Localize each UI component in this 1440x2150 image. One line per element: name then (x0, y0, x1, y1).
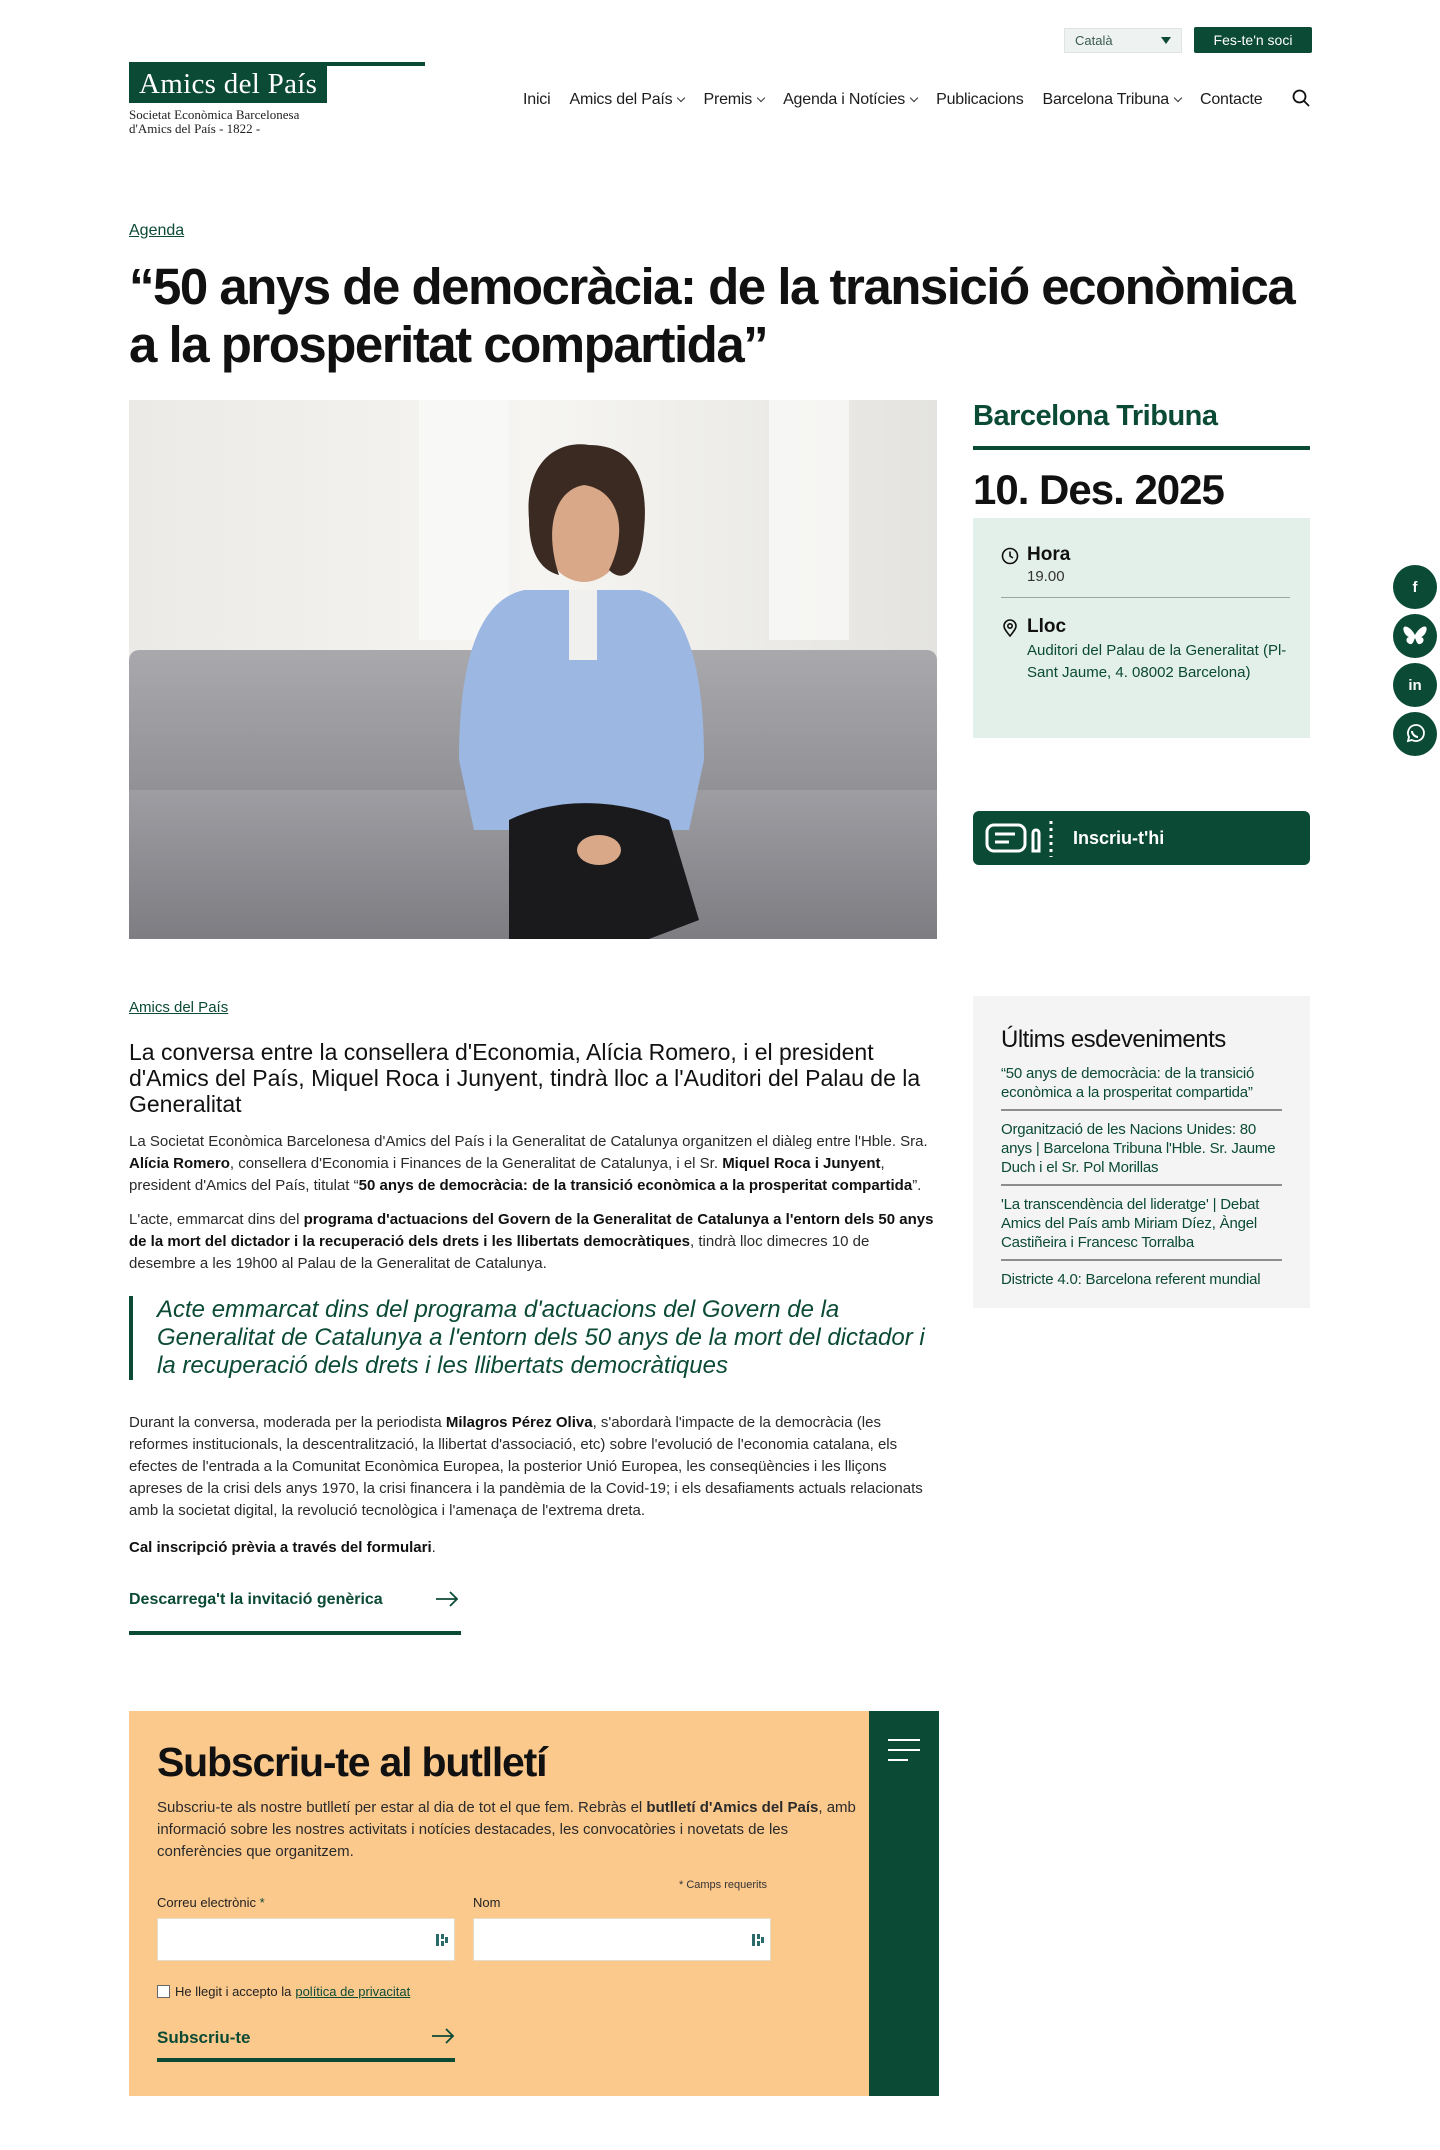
main-nav (523, 89, 1281, 111)
autofill-icon (436, 1932, 448, 1948)
nav-label: Premis (703, 91, 753, 108)
event-time-row (1001, 544, 1290, 585)
download-invitation-link[interactable] (129, 1591, 461, 1635)
event-place-value: Auditori del Palau de la Generalitat (Pl- Sant Jaume, 4. 08002 Barcelona) (1027, 642, 1287, 681)
nav-item-publicacions[interactable] (936, 91, 1023, 109)
nav-item-barcelona-tribuna[interactable] (1043, 91, 1181, 109)
chevron-down-icon (1174, 94, 1182, 102)
latest-event-item[interactable]: Organització de les Nacions Unides: 80 anys | Barcelona Tribuna l'Hble. Sr. Jaume Duch i el Sr. Pol Morillas (1001, 1120, 1282, 1186)
page-title: “50 anys de democràcia: de la transició econòmica a la prosperitat compartida” (129, 258, 1295, 373)
nav-item-agenda[interactable] (783, 91, 917, 109)
event-time-value: 19.00 (1027, 568, 1065, 585)
privacy-consent (157, 1984, 410, 1999)
bluesky-icon (1403, 625, 1427, 647)
nav-label: Barcelona Tribuna (1042, 91, 1169, 108)
email-label: Correu electrònic * (157, 1895, 265, 1910)
article-paragraph-3: Durant la conversa, moderada per la periodista Milagros Pérez Oliva, s'abordarà l'impacte de la democràcia (les reformes institucionals, la descentralització, la llibertat d'associació, etc) sobre l'evolució de l'economia catalana, els efectes de l'entrada a la Comunitat Econòmica Europea, la posterior Unió Europea, les conseqüències i les lliçons apreses de la crisi dels anys 1970, la crisi financera i la pandèmia de la Covid-19; i els desafiaments actuals relacionats amb la societat digital, la revolució tecnològica i l'amenaça de l'extrema dreta. (129, 1414, 923, 1519)
nav-label: Amics del País (569, 91, 673, 108)
registration-form-link[interactable]: Cal inscripció prèvia a través del formulari (129, 1539, 432, 1556)
latest-event-item[interactable]: “50 anys de democràcia: de la transició econòmica a la prosperitat compartida” (1001, 1064, 1282, 1111)
email-field[interactable] (157, 1918, 455, 1961)
consent-text: He llegit i accepto la (175, 1984, 292, 1999)
nav-label: Inici (523, 91, 551, 108)
event-place-row (1001, 616, 1290, 684)
logo-subtitle-line2: d'Amics del País - 1822 - (129, 121, 261, 136)
register-button[interactable] (973, 811, 1310, 865)
name-label: Nom (473, 1895, 501, 1910)
clock-icon (1001, 547, 1019, 565)
autofill-icon (752, 1932, 764, 1948)
location-pin-icon (1001, 619, 1019, 637)
latest-event-item[interactable]: Districte 4.0: Barcelona referent mundial (1001, 1271, 1261, 1288)
article-paragraph-4: Cal inscripció prèvia a través del formulari. (129, 1539, 436, 1556)
subscribe-button[interactable] (157, 2028, 455, 2062)
linkedin-icon: in (1408, 676, 1422, 694)
newsletter-description: Subscriu-te als nostre butlletí per estar al dia de tot el que fem. Rebràs el butlletí d'Amics del País, amb informació sobre les nostres activitats i notícies destacades, les convocatòries i novetats de les conferències que organitzem. (157, 1799, 856, 1860)
join-member-button[interactable]: Fes-te'n soci (1194, 27, 1312, 53)
logo-subtitle (129, 108, 299, 136)
article-paragraph-1: La Societat Econòmica Barcelonesa d'Amics del País i la Generalitat de Catalunya organitzen el diàleg entre l'Hble. Sra. Alícia Romero, consellera d'Economia i Finances de la Generalitat de Catalunya, i el Sr. Miquel Roca i Junyent, president d'Amics del País, titulat “50 anys de democràcia: de la transició econòmica a la prosperitat compartida”. (129, 1133, 928, 1194)
language-select[interactable] (1064, 28, 1182, 53)
arrow-right-icon (435, 1591, 459, 1607)
newsletter-side-bar (869, 1711, 939, 2096)
menu-lines-icon (888, 1738, 922, 1762)
logo-subtitle-line1: Societat Econòmica Barcelonesa (129, 107, 300, 122)
nav-item-contacte[interactable] (1200, 91, 1262, 109)
category-link[interactable]: Agenda (129, 222, 185, 239)
logo-name: Amics del País (129, 62, 327, 103)
nav-label: Publicacions (936, 91, 1024, 108)
share-whatsapp-button[interactable] (1393, 712, 1437, 756)
language-value: Català (1075, 33, 1113, 48)
newsletter-title: Subscriu-te al butlletí (157, 1739, 547, 1785)
facebook-icon: f (1412, 578, 1418, 596)
event-time-label: Hora (1027, 544, 1071, 565)
hero-image (129, 400, 937, 939)
chevron-down-icon (757, 94, 765, 102)
nav-label: Contacte (1200, 91, 1263, 108)
register-label: Inscriu-t'hi (1073, 827, 1165, 848)
privacy-policy-link[interactable]: política de privacitat (295, 1984, 411, 1999)
ticket-icon (985, 817, 1063, 859)
name-field[interactable] (473, 1918, 771, 1961)
chevron-down-icon (910, 94, 918, 102)
nav-item-inici[interactable] (523, 91, 550, 109)
arrow-right-icon (431, 2028, 455, 2044)
chevron-down-icon (677, 94, 685, 102)
article-subtitle: La conversa entre la consellera d'Economia, Alícia Romero, i el president d'Amics del País, Miquel Roca i Junyent, tindrà lloc a l'Auditori del Palau de la Generalitat (129, 1039, 921, 1117)
nav-label: Agenda i Notícies (783, 91, 906, 108)
event-details (973, 518, 1310, 738)
article-quote: Acte emmarcat dins del programa d'actuacions del Govern de la Generalitat de Catalunya a l'entorn dels 50 anys de la mort del dictador i la recuperació dels drets i les llibertats democràtiques (129, 1296, 939, 1380)
share-facebook-button[interactable] (1393, 565, 1437, 609)
share-linkedin-button[interactable] (1393, 663, 1437, 707)
article-category-link[interactable]: Amics del País (129, 999, 229, 1016)
latest-events-title: Últims esdeveniments (1001, 1026, 1226, 1053)
subscribe-label: Subscriu-te (157, 2028, 251, 2047)
nav-item-premis[interactable] (703, 91, 764, 109)
event-separator (1001, 597, 1290, 598)
event-place-label: Lloc (1027, 616, 1067, 637)
event-date: 10. Des. 2025 (973, 466, 1224, 513)
nav-item-amics[interactable] (569, 91, 684, 109)
site-logo[interactable] (129, 62, 425, 142)
newsletter-section (129, 1711, 939, 2096)
download-invitation-label: Descarrega't la invitació genèrica (129, 1591, 383, 1608)
event-series: Barcelona Tribuna (973, 400, 1218, 432)
privacy-checkbox[interactable] (157, 1985, 170, 1998)
search-icon[interactable] (1292, 89, 1310, 107)
required-note: * Camps requerits (679, 1879, 768, 1891)
share-bluesky-button[interactable] (1393, 614, 1437, 658)
latest-event-item[interactable]: 'La transcendència del lideratge' | Debat Amics del País amb Miriam Díez, Àngel Castiñeira i Francesc Torralba (1001, 1195, 1282, 1261)
article-paragraph-2: L'acte, emmarcat dins del programa d'actuacions del Govern de la Generalitat de Catalunya a l'entorn dels 50 anys de la mort del dictador i la recuperació dels drets i les llibertats democràtiques, tindrà lloc dimecres 10 de desembre a les 19h00 al Palau de la Generalitat de Catalunya. (129, 1211, 934, 1272)
event-divider (973, 446, 1310, 450)
caret-down-icon (1161, 37, 1171, 44)
whatsapp-icon (1404, 723, 1426, 745)
latest-events-panel (973, 996, 1310, 1308)
